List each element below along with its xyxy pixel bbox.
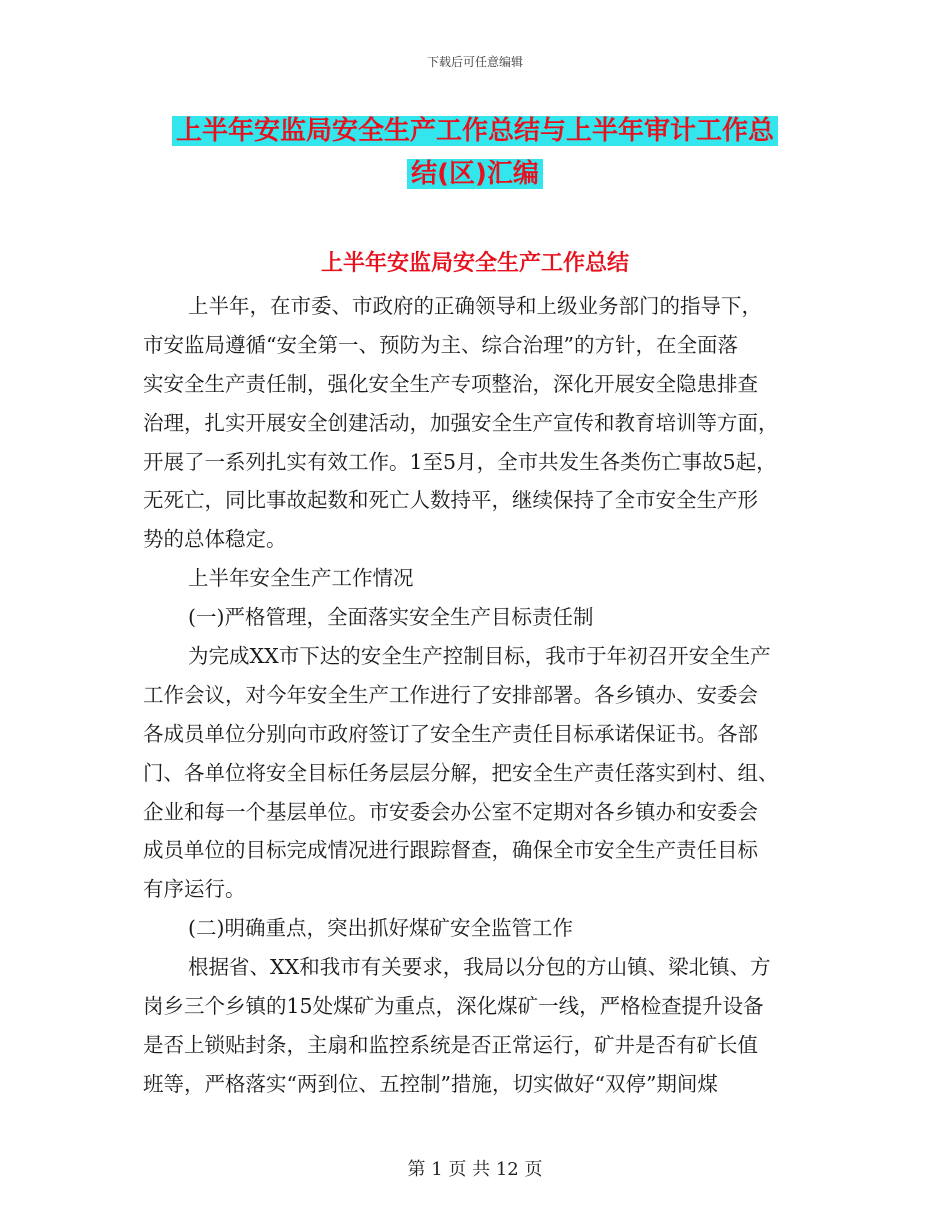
page-footer: 第 1 页 共 12 页	[407, 1159, 543, 1180]
body-line: 势的总体稳定。	[143, 527, 287, 552]
body-line: 无死亡，同比事故起数和死亡人数持平，继续保持了全市安全生产形	[143, 488, 758, 513]
section-subtitle: 上半年安监局安全生产工作总结	[320, 251, 629, 276]
body-line: 是否上锁贴封条，主扇和监控系统是否正常运行，矿井是否有矿长值	[143, 1032, 758, 1057]
body-line: 工作会议，对今年安全生产工作进行了安排部署。各乡镇办、安委会	[143, 682, 758, 707]
body-line: 班等，严格落实“两到位、五控制”措施，切实做好“双停”期间煤	[143, 1071, 718, 1096]
body-text	[143, 287, 813, 1104]
body-line: 各成员单位分别向市政府签订了安全生产责任目标承诺保证书。各部	[143, 721, 758, 746]
body-line: 根据省、XX和我市有关要求，我局以分包的方山镇、梁北镇、方	[188, 955, 771, 980]
section-heading: 上半年安全生产工作情况	[188, 566, 414, 591]
subsection-heading: (一)严格管理，全面落实安全生产目标责任制	[188, 605, 594, 630]
document-title-line-2: 结(区)汇编	[0, 153, 950, 195]
document-title-line-1: 上半年安监局安全生产工作总结与上半年审计工作总	[0, 110, 950, 152]
body-line: 上半年，在市委、市政府的正确领导和上级业务部门的指导下，	[188, 294, 762, 318]
body-line: 治理，扎实开展安全创建活动，加强安全生产宣传和教育培训等方面，	[143, 410, 779, 435]
header-note: 下载后可任意编辑	[426, 55, 523, 69]
body-line: 岗乡三个乡镇的15处煤矿为重点，深化煤矿一线，严格检查提升设备	[143, 994, 764, 1019]
body-line: 市安监局遵循“安全第一、预防为主、综合治理”的方针，在全面落	[143, 332, 738, 357]
body-line: 为完成XX市下达的安全生产控制目标，我市于年初召开安全生产	[188, 644, 771, 669]
body-line: 门、各单位将安全目标任务层层分解，把安全生产责任落实到村、组、	[143, 760, 779, 785]
body-line: 企业和每一个基层单位。市安委会办公室不定期对各乡镇办和安委会	[143, 799, 758, 824]
body-line: 有序运行。	[143, 877, 246, 902]
subsection-heading: (二)明确重点，突出抓好煤矿安全监管工作	[188, 916, 573, 941]
body-line: 实安全生产责任制，强化安全生产专项整治，深化开展安全隐患排查	[143, 371, 758, 396]
body-line: 开展了一系列扎实有效工作。1至5月，全市共发生各类伤亡事故5起，	[143, 449, 777, 474]
body-line: 成员单位的目标完成情况进行跟踪督查，确保全市安全生产责任目标	[143, 838, 758, 863]
